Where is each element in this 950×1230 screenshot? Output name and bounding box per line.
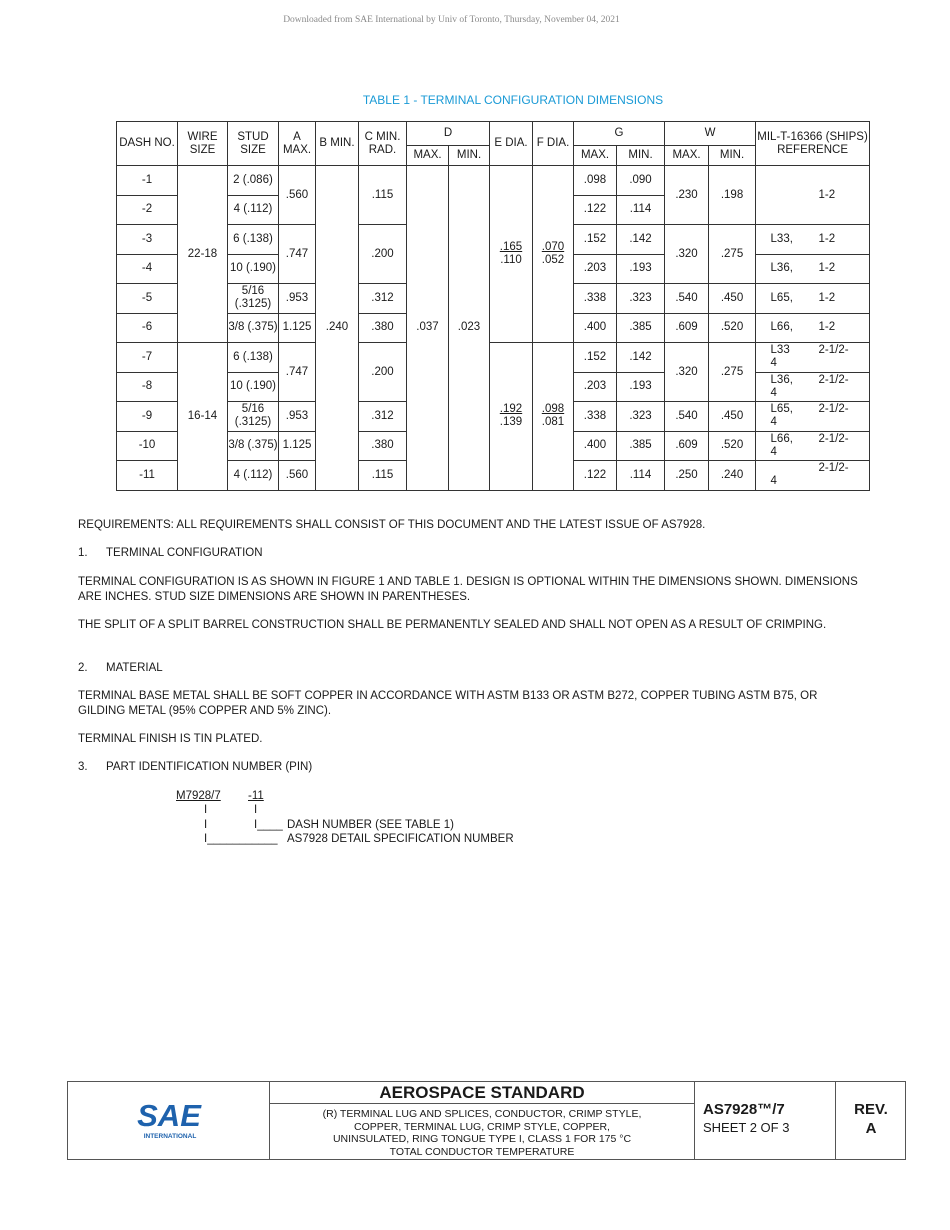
header-dash: DASH NO. [117,122,178,166]
g-max-cell: .338 [574,284,617,314]
logo-subtext: INTERNATIONAL [143,1133,197,1140]
d-min-blank [449,166,490,314]
f-dia-blank [533,166,574,225]
pin-tick-base-2: I [204,819,208,831]
sae-logo [68,1082,270,1159]
section-3-title: PART IDENTIFICATION NUMBER (PIN) [106,761,313,773]
reference-class: 2-1/2-4 [770,403,849,429]
standard-description [270,1104,694,1158]
f-dia-cell [533,402,574,432]
g-min-cell: .385 [617,431,665,461]
g-min-cell: .323 [617,284,665,314]
reference-cell [756,166,870,225]
title-block [67,1081,906,1160]
header-w-min: MIN. [709,146,756,166]
reference-code: L65, [770,291,793,304]
wire-size-cell: 16-14 [178,343,228,491]
section-1-number: 1. [78,547,88,559]
reference-code: L66, [770,432,793,445]
header-g-min: MIN. [617,146,665,166]
b-min-blank [316,343,359,491]
reference-cell [756,372,870,402]
reference-class: 2-1/2-4 [770,432,849,458]
section-3-number: 3. [78,761,88,773]
reference-class: 1-2 [818,321,836,334]
section-1-paragraph-1: TERMINAL CONFIGURATION IS AS SHOWN IN FIGURE 1 AND TABLE 1. DESIGN IS OPTIONAL WITHIN THE DIMENSIONS SHOWN. DIMENSIONS ARE INCHES. STUD SIZE DIMENSIONS ARE SHOWN IN PARENTHESES. [78,576,858,603]
w-max-cell: .250 [665,461,709,491]
stud-size-cell: 5/16 (.3125) [228,402,279,432]
stud-size-cell: 6 (.138) [228,225,279,255]
header-d-min: MIN. [449,146,490,166]
d-max-blank [407,166,449,314]
g-min-cell: .142 [617,225,665,255]
g-max-cell: .203 [574,372,617,402]
stud-size-cell: 2 (.086) [228,166,279,196]
w-max-cell: .609 [665,431,709,461]
g-max-cell: .152 [574,225,617,255]
header-e: E DIA. [490,122,533,166]
c-rad-cell: .380 [359,313,407,343]
f-dia-min: .052 [541,254,565,266]
pin-dash: -11 [248,790,264,802]
w-min-cell: .275 [709,225,756,284]
g-max-cell: .400 [574,431,617,461]
c-rad-cell: .312 [359,284,407,314]
d-min-cell: .023 [449,313,490,343]
g-max-cell: .203 [574,254,617,284]
section-1-paragraph-2: THE SPLIT OF A SPLIT BARREL CONSTRUCTION SHALL BE PERMANENTLY SEALED AND SHALL NOT OPEN AS A RESULT OF CRIMPING. [78,619,827,631]
g-min-cell: .114 [617,461,665,491]
reference-code: L33 [770,344,790,357]
stud-size-cell: 5/16 (.3125) [228,284,279,314]
reference-class: 2-1/2-4 [770,344,849,370]
f-dia-max: .070 [541,241,565,253]
reference-cell [756,402,870,432]
d-max-blank [407,343,449,491]
g-min-cell: .193 [617,372,665,402]
reference-cell [756,254,870,284]
pin-tick-base: I [204,804,208,816]
g-min-cell: .142 [617,343,665,373]
f-dia-blank [533,431,574,490]
pin-base: M7928/7 [176,790,221,802]
table-title: TABLE 1 - TERMINAL CONFIGURATION DIMENSIONS [362,93,664,107]
w-min-cell: .450 [709,284,756,314]
header-b: B MIN. [316,122,359,166]
reference-cell [756,461,870,491]
header-g: G [574,122,665,146]
pin-dash-leader: I____ [254,819,283,831]
header-c: C MIN. RAD. [359,122,407,166]
header-wire: WIRE SIZE [178,122,228,166]
wire-size-cell: 22-18 [178,166,228,343]
reference-code: L36, [770,373,793,386]
a-max-cell: 1.125 [279,431,316,461]
header-f: F DIA. [533,122,574,166]
b-min-cell: .240 [316,313,359,343]
f-dia-cell [533,225,574,284]
g-min-cell: .323 [617,402,665,432]
reference-cell [756,431,870,461]
logo-text: SAE [137,1098,201,1133]
c-rad-cell: .200 [359,343,407,402]
w-max-cell: .320 [665,343,709,402]
dash-cell: -2 [117,195,178,225]
e-dia-cell [490,402,533,432]
c-rad-cell: .115 [359,166,407,225]
reference-class: 1-2 [818,232,836,245]
header-w: W [665,122,756,146]
w-max-cell: .609 [665,313,709,343]
g-max-cell: .338 [574,402,617,432]
reference-cell [756,225,870,255]
section-2-heading [78,661,858,676]
d-min-blank [449,343,490,491]
d-max-cell: .037 [407,313,449,343]
stud-size-cell: 4 (.112) [228,461,279,491]
g-max-cell: .400 [574,313,617,343]
dimensions-table [116,121,870,491]
stud-size-cell: 3/8 (.375) [228,431,279,461]
reference-class: 1-2 [818,188,836,201]
f-dia-blank [533,343,574,402]
stud-size-cell: 4 (.112) [228,195,279,225]
reference-code: L66, [770,321,793,334]
pin-dash-label: DASH NUMBER (SEE TABLE 1) [287,819,455,831]
standard-title: AEROSPACE STANDARD [270,1082,694,1104]
a-max-cell: 1.125 [279,313,316,343]
reference-cell [756,343,870,373]
c-rad-cell: .115 [359,461,407,491]
g-min-cell: .193 [617,254,665,284]
c-rad-cell: .312 [359,402,407,432]
section-1-heading [78,546,858,561]
download-notice: Downloaded from SAE International by Univ of Toronto, Thursday, November 04, 2021 [283,15,620,25]
reference-class: 2-1/2-4 [770,373,849,399]
b-min-blank [316,166,359,314]
reference-code: L33, [770,232,793,245]
w-min-cell: .198 [709,166,756,225]
w-max-cell: .230 [665,166,709,225]
revision-cell [836,1082,906,1159]
a-max-cell: .560 [279,461,316,491]
standard-cell [270,1082,695,1159]
c-rad-cell: .200 [359,225,407,284]
e-dia-max: .192 [499,403,523,416]
section-1-title: TERMINAL CONFIGURATION [106,547,263,559]
g-max-cell: .122 [574,461,617,491]
header-d-max: MAX. [407,146,449,166]
section-2-number: 2. [78,662,88,674]
e-dia-blank [490,166,533,225]
e-dia-cell [490,225,533,284]
reference-code: L36, [770,262,793,275]
pin-spec-label: AS7928 DETAIL SPECIFICATION NUMBER [287,833,514,845]
g-max-cell: .098 [574,166,617,196]
w-min-cell: .520 [709,313,756,343]
reference-code: L65, [770,403,793,416]
w-min-cell: .275 [709,343,756,402]
requirements-paragraph: REQUIREMENTS: ALL REQUIREMENTS SHALL CONSIST OF THIS DOCUMENT AND THE LATEST ISSUE OF AS7928. [78,519,706,531]
g-max-cell: .152 [574,343,617,373]
dash-cell: -8 [117,372,178,402]
reference-cell [756,284,870,314]
section-2-paragraph-2: TERMINAL FINISH IS TIN PLATED. [78,733,263,745]
f-dia-blank [533,284,574,343]
revision-value: A [865,1120,877,1137]
c-rad-cell: .380 [359,431,407,461]
revision-label: REV. [854,1101,888,1118]
a-max-cell: .953 [279,402,316,432]
w-max-cell: .320 [665,225,709,284]
g-max-cell: .122 [574,195,617,225]
w-max-cell: .540 [665,284,709,314]
reference-cell [756,313,870,343]
section-2-title: MATERIAL [106,662,163,674]
document-number-cell [695,1082,836,1159]
header-d: D [407,122,490,146]
a-max-cell: .747 [279,225,316,284]
e-dia-blank [490,431,533,490]
w-min-cell: .240 [709,461,756,491]
pin-spec-leader: I___________ [204,833,278,845]
section-2-paragraph-1: TERMINAL BASE METAL SHALL BE SOFT COPPER IN ACCORDANCE WITH ASTM B133 OR ASTM B272, COPPER TUBING ASTM B75, OR GILDING METAL (95% COPPER AND 5% ZINC). [78,690,818,717]
f-dia-min: .081 [541,416,565,429]
header-reference: MIL-T-16366 (SHIPS) REFERENCE [756,122,870,166]
w-min-cell: .450 [709,402,756,432]
pin-tick-dash: I [254,804,258,816]
header-stud: STUD SIZE [228,122,279,166]
dash-cell: -10 [117,431,178,461]
document-number: AS7928™/7 [703,1101,785,1118]
header-g-max: MAX. [574,146,617,166]
dash-cell: -6 [117,313,178,343]
f-dia-max: .098 [541,403,565,416]
w-min-cell: .520 [709,431,756,461]
stud-size-cell: 3/8 (.375) [228,313,279,343]
g-min-cell: .114 [617,195,665,225]
reference-class: 1-2 [818,262,836,275]
dash-cell: -4 [117,254,178,284]
dash-cell: -5 [117,284,178,314]
header-w-max: MAX. [665,146,709,166]
w-max-cell: .540 [665,402,709,432]
sheet-number: SHEET 2 OF 3 [703,1120,790,1135]
a-max-cell: .953 [279,284,316,314]
stud-size-cell: 6 (.138) [228,343,279,373]
e-dia-max: .165 [499,241,523,253]
stud-size-cell: 10 (.190) [228,254,279,284]
g-min-cell: .385 [617,313,665,343]
dash-cell: -3 [117,225,178,255]
standard-description-text: (R) TERMINAL LUG AND SPLICES, CONDUCTOR, CRIMP STYLE, COPPER, TERMINAL LUG, CRIMP STYLE, COPPER, UNINSULATED, RING TONGUE TYPE I, CLASS 1 FOR 175 °C TOTAL CONDUCTOR TEMPERATURE [322,1108,642,1158]
section-3-heading [78,760,858,775]
reference-class: 2-1/2-4 [770,462,849,488]
header-a: A MAX. [279,122,316,166]
dash-cell: -9 [117,402,178,432]
dash-cell: -1 [117,166,178,196]
a-max-cell: .747 [279,343,316,402]
stud-size-cell: 10 (.190) [228,372,279,402]
e-dia-min: .110 [500,254,522,266]
reference-class: 1-2 [818,291,836,304]
e-dia-blank [490,284,533,343]
e-dia-blank [490,343,533,402]
a-max-cell: .560 [279,166,316,225]
e-dia-min: .139 [499,416,523,429]
dash-cell: -7 [117,343,178,373]
g-min-cell: .090 [617,166,665,196]
dash-cell: -11 [117,461,178,491]
